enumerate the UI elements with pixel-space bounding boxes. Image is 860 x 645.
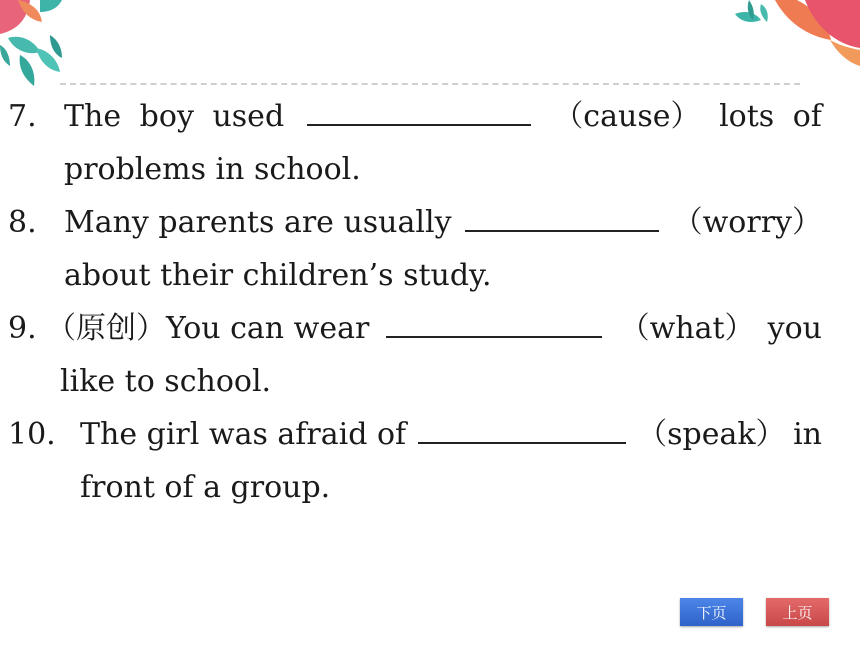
original-tag: （原创）: [46, 311, 166, 346]
word-hint: （what）: [619, 311, 755, 346]
answer-blank[interactable]: [386, 304, 602, 338]
sentence-start: You can wear: [166, 311, 370, 346]
word: of: [792, 99, 822, 134]
answer-blank[interactable]: [307, 92, 531, 126]
item-number: 10.: [8, 417, 56, 452]
word: in: [793, 417, 822, 452]
word: used: [212, 99, 285, 134]
word: Many: [64, 205, 149, 240]
answer-blank[interactable]: [465, 198, 659, 232]
word-hint: （worry）: [672, 205, 822, 240]
word: The: [64, 99, 122, 134]
exercise-item-8: [0, 196, 822, 302]
word: parents: [158, 205, 275, 240]
exercise-item-9: [0, 302, 822, 408]
word-hint: （cause）: [553, 99, 701, 134]
item-number: 7.: [8, 99, 37, 134]
word: lots: [719, 99, 775, 134]
word-hint: （speak）: [637, 417, 786, 452]
word: usually: [343, 205, 452, 240]
continuation-line: about their children’s study.: [64, 258, 492, 293]
item-number: 9.: [8, 311, 37, 346]
exercise-item-7: [0, 90, 822, 196]
word: boy: [139, 99, 194, 134]
answer-blank[interactable]: [418, 410, 626, 444]
header-divider: [60, 83, 800, 85]
prev-page-button[interactable]: 上页: [766, 598, 829, 626]
continuation-line: like to school.: [60, 364, 272, 399]
continuation-line: problems in school.: [64, 152, 361, 187]
word: are: [283, 205, 334, 240]
word: you: [767, 311, 822, 346]
sentence-start: The girl was afraid of: [80, 417, 407, 452]
exercise-item-10: [0, 408, 822, 514]
leaf-decoration-top-right-icon: [735, 0, 860, 75]
continuation-line: front of a group.: [80, 470, 331, 505]
next-page-button[interactable]: 下页: [680, 598, 743, 626]
item-number: 8.: [8, 205, 37, 240]
exercise-list: [0, 90, 860, 514]
leaf-decoration-top-left-icon: [0, 0, 80, 95]
